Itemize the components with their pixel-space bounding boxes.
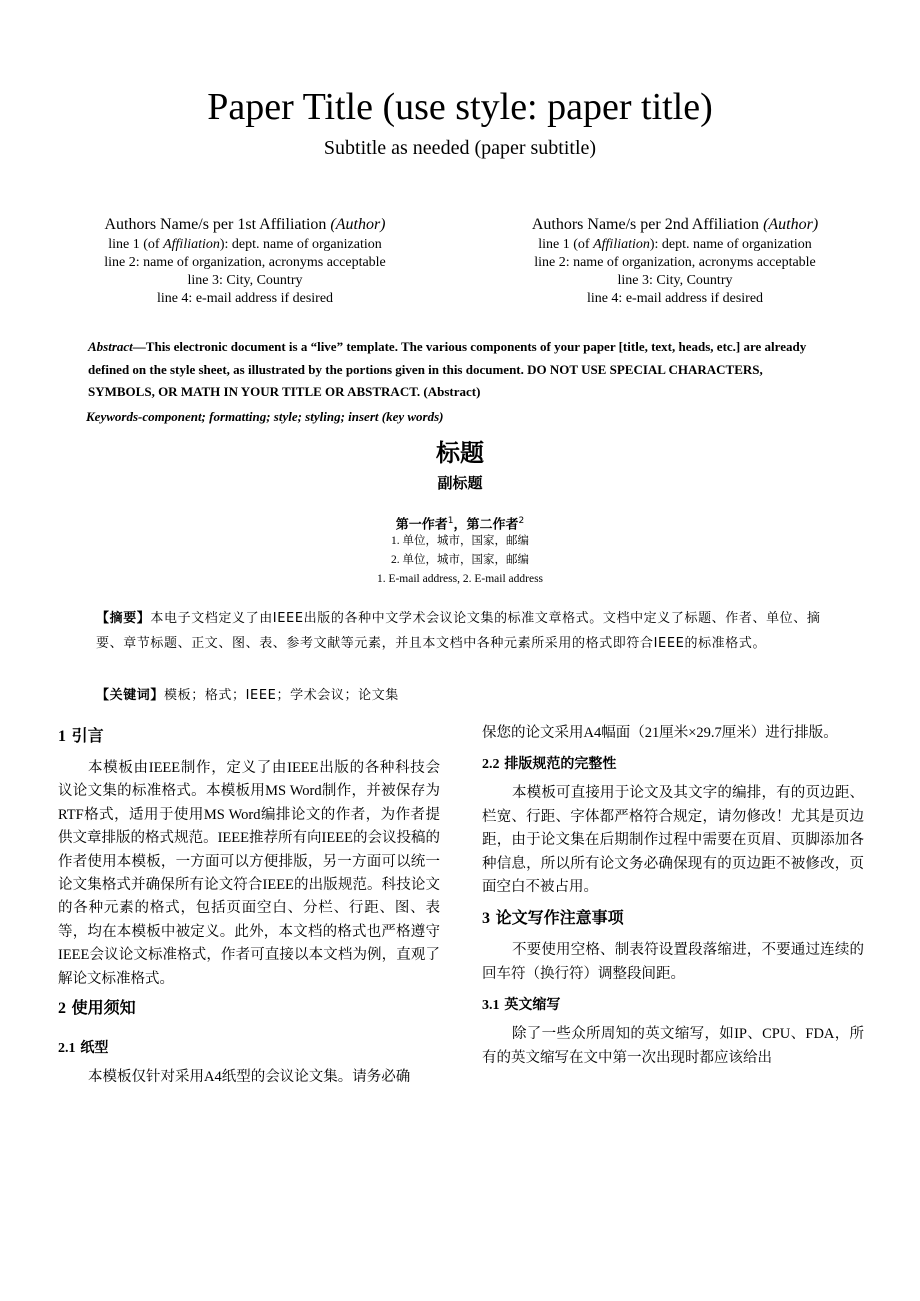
abstract-dash: —: [132, 339, 146, 354]
cn-affiliation-2: 2. 单位，城市，国家，邮编: [391, 554, 529, 566]
author-role: (Author): [330, 216, 386, 233]
section-2-1-paragraph-continued: 保您的论文采用A4幅面（21厘米×29.7厘米）进行排版。: [482, 725, 838, 741]
section-number: 1: [58, 728, 66, 745]
aff-line1-italic: Affiliation: [163, 237, 220, 252]
cn-authors: [0, 512, 920, 534]
subsection-heading-2-1: [58, 1038, 440, 1059]
author-affiliation-line-3: line 3: City, Country: [187, 273, 303, 288]
section-3-1-paragraph: 除了一些众所周知的英文缩写，如IP、CPU、FDA，所有的英文缩写在文中第一次出现时都应该给出: [482, 1026, 864, 1066]
author-affiliation-line-2: line 2: name of organization, acronyms acceptable: [534, 255, 816, 270]
aff-line1-italic: Affiliation: [593, 237, 650, 252]
section-1-paragraph: 本模板由IEEE制作，定义了由IEEE出版的各种科技会议论文集的标准格式。本模板用MS Word制作，并被保存为RTF格式，适用于使用MS Word编排论文的作者，为作者提供文章排版的格式规范。IEEE推荐所有向IEEE的会议投稿的作者使用本模板，一方面可以方便排版，另一方面可以统一论文集格式并确保所有论文符合IEEE的出版规范。科技论文的各种元素的格式，包括页面空白、分栏、行距、图、表等，均在本模板中被定义。此外，本文档的格式也严格遵守IEEE会议论文标准格式，作者可直接以本文档为例，直观了解论文标准格式。: [58, 760, 440, 987]
subsection-number: 2.2: [482, 757, 500, 773]
subsection-number: 3.1: [482, 998, 500, 1014]
subsection-heading-2-2: [482, 754, 864, 775]
paper-title: Paper Title (use style: paper title): [207, 86, 713, 128]
abstract-text: This electronic document is a “live” template. The various components of your paper [title, text, heads, etc.] are already defined on the style sheet, as illustrated by the portions given in this document. DO NOT USE SPECIAL CHARACTERS, SYMBOLS, OR MATH IN YOUR TITLE OR ABSTRACT. (Abstract): [88, 339, 807, 399]
author-affiliation-line-4: line 4: e-mail address if desired: [586, 291, 764, 306]
cn-author-2: 第二作者: [466, 517, 519, 533]
cn-keywords-text: 模板；格式；IEEE；学术会议；论文集: [164, 688, 399, 703]
cn-emails: 1. E-mail address, 2. E-mail address: [376, 573, 544, 585]
author-block-1: [60, 214, 430, 308]
section-title: 使用须知: [71, 998, 136, 1018]
cn-author-sep: ，: [453, 517, 467, 533]
keywords: Keywords-component; formatting; style; styling; insert (key words): [86, 409, 444, 424]
cn-title: 标题: [436, 439, 484, 467]
cn-affiliation-1: 1. 单位，城市，国家，邮编: [391, 535, 529, 547]
cn-abstract-text: 本电子文档定义了由IEEE出版的各种中文学术会议论文集的标准文章格式。文档中定义了标题、作者、单位、摘要、章节标题、正文、图、表、参考文献等元素，并且本文档中各种元素所采用的格式即符合IEEE的标准格式。: [96, 611, 821, 651]
body-column-right: [482, 722, 864, 1074]
section-heading-1: [58, 725, 440, 748]
author-affiliation-line-3: line 3: City, Country: [617, 273, 733, 288]
abstract-label: Abstract: [88, 339, 133, 354]
author-affiliation-line-4: line 4: e-mail address if desired: [156, 291, 334, 306]
section-title: 引言: [71, 726, 104, 745]
cn-subtitle: 副标题: [437, 474, 483, 492]
author-name-line: [490, 214, 860, 236]
aff-line1-suffix: ): dept. name of organization: [219, 237, 382, 252]
author-name: Authors Name/s per 1st Affiliation: [104, 216, 327, 233]
subsection-title: 排版规范的完整性: [504, 756, 617, 773]
aff-line1-prefix: line 1 (of: [538, 237, 594, 252]
cn-abstract: [96, 606, 826, 656]
abstract: [88, 336, 828, 404]
aff-line1-prefix: line 1 (of: [108, 237, 164, 252]
section-number: 3: [482, 910, 490, 928]
author-affiliation-line-2: line 2: name of organization, acronyms acceptable: [104, 255, 386, 270]
author-affiliation-line-1: [60, 236, 430, 254]
cn-keywords-label: 【关键词】: [96, 688, 165, 703]
cn-keywords: [96, 685, 399, 707]
cn-author-2-sup: 2: [518, 516, 525, 526]
paper-subtitle: Subtitle as needed (paper subtitle): [323, 137, 597, 159]
subsection-number: 2.1: [58, 1041, 76, 1057]
author-affiliation-line-1: [490, 236, 860, 254]
section-heading-2: [58, 997, 440, 1020]
cn-author-1: 第一作者: [395, 517, 448, 533]
section-2-1-paragraph: 本模板仅针对采用A4纸型的会议论文集。请务必确: [88, 1069, 411, 1086]
aff-line1-suffix: ): dept. name of organization: [649, 237, 812, 252]
cn-abstract-label: 【摘要】: [96, 611, 151, 626]
subsection-heading-3-1: [482, 995, 864, 1016]
section-2-2-paragraph: 本模板可直接用于论文及其文字的编排，有的页边距、栏宽、行距、字体都严格符合规定，请勿修改！尤其是页边距，由于论文集在后期制作过程中需要在页眉、页脚添加各种信息，所以所有论文务必确保现有的页边距不被修改，页面空白不被占用。: [482, 785, 864, 896]
cn-author-1-sup: 1: [447, 516, 454, 526]
section-3-paragraph: 不要使用空格、制表符设置段落缩进，不要通过连续的回车符（换行符）调整段间距。: [482, 942, 864, 982]
author-role: (Author): [763, 216, 819, 233]
section-number: 2: [58, 1000, 66, 1018]
author-name: Authors Name/s per 2nd Affiliation: [531, 216, 760, 233]
body-column-left: [58, 722, 440, 1093]
subsection-title: 英文缩写: [504, 997, 561, 1014]
author-name-line: [60, 214, 430, 236]
section-title: 论文写作注意事项: [495, 908, 624, 928]
section-heading-3: [482, 907, 864, 930]
subsection-title: 纸型: [80, 1040, 109, 1057]
author-block-2: [490, 214, 860, 308]
